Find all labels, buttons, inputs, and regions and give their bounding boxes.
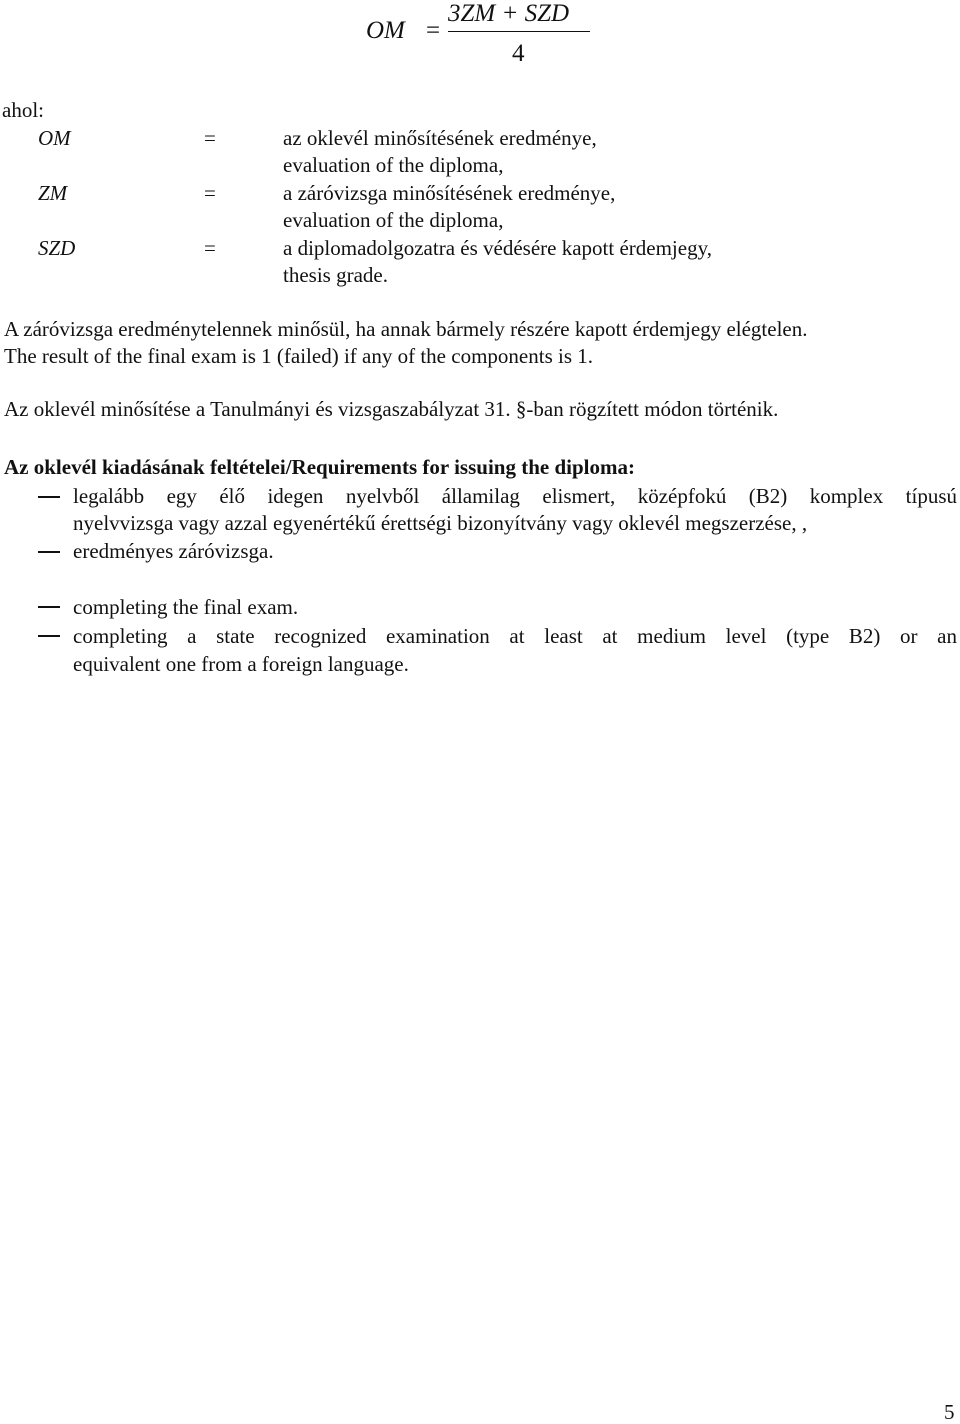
page-number: 5 (944, 1400, 955, 1424)
failed-paragraph-en: The result of the final exam is 1 (failed) if any of the components is 1. (4, 344, 593, 368)
formula-denominator: 4 (512, 40, 525, 67)
formula-equals: = (426, 17, 441, 44)
definition-hu: az oklevél minősítésének eredménye, (283, 126, 597, 150)
definition-symbol: ZM (38, 181, 68, 205)
rating-paragraph: Az oklevél minősítése a Tanulmányi és vizsgaszabályzat 31. §-ban rögzített módon történik. (4, 397, 779, 421)
definition-equals: = (204, 236, 216, 260)
requirement-item-line: nyelvvizsga vagy azzal egyenértékű érettségi bizonyítvány vagy oklevél megszerzése, , (73, 511, 808, 535)
definition-en: thesis grade. (283, 263, 388, 287)
definition-equals: = (204, 126, 216, 150)
dash-bullet-icon (38, 496, 60, 498)
definition-en: evaluation of the diploma, (283, 208, 504, 232)
requirement-item-line: completing a state recognized examination at least at medium level (type B2) or an (73, 624, 957, 648)
failed-paragraph-hu: A záróvizsga eredménytelennek minősül, ha annak bármely részére kapott érdemjegy elégtelen. (4, 317, 808, 341)
requirements-heading: Az oklevél kiadásának feltételei/Requirements for issuing the diploma: (4, 455, 635, 479)
requirement-item-line: legalább egy élő idegen nyelvből államilag elismert, középfokú (B2) komplex típusú (73, 484, 957, 508)
definition-symbol: SZD (38, 236, 76, 260)
dash-bullet-icon (38, 551, 60, 553)
dash-bullet-icon (38, 606, 60, 608)
definitions-intro: ahol: (2, 98, 44, 122)
definition-en: evaluation of the diploma, (283, 153, 504, 177)
fraction-bar (448, 31, 590, 32)
dash-bullet-icon (38, 635, 60, 637)
requirement-item-line: completing the final exam. (73, 595, 299, 619)
formula-lhs: OM (366, 17, 405, 44)
definition-hu: a záróvizsga minősítésének eredménye, (283, 181, 616, 205)
formula (366, 0, 606, 72)
definition-hu: a diplomadolgozatra és védésére kapott érdemjegy, (283, 236, 712, 260)
definition-equals: = (204, 181, 216, 205)
definition-symbol: OM (38, 126, 71, 150)
requirement-item-line: equivalent one from a foreign language. (73, 652, 409, 676)
requirement-item-line: eredményes záróvizsga. (73, 539, 274, 563)
formula-numerator: 3ZM + SZD (448, 0, 570, 27)
